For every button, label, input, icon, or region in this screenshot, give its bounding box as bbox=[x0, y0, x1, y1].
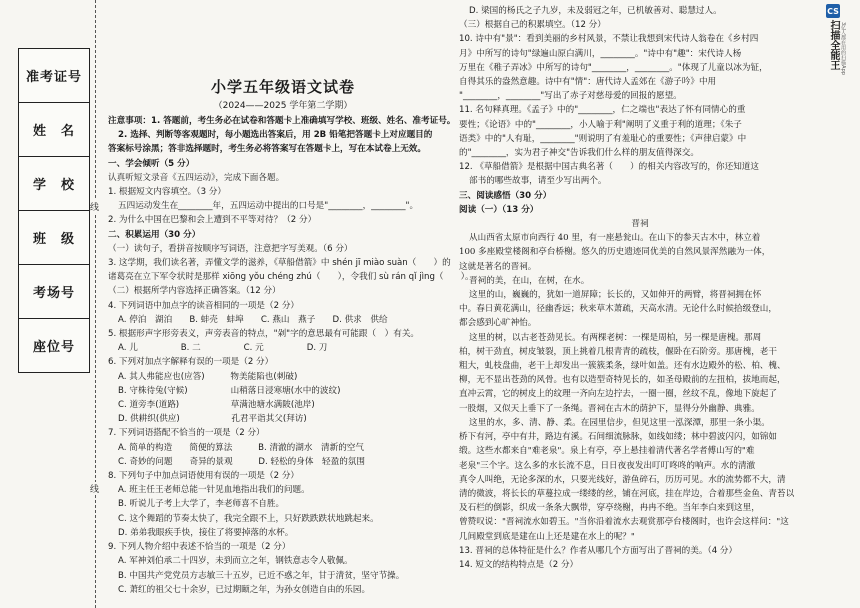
text-line: 这里的山，巍巍的，犹如一道屏障；长长的，又如伸开的两臂，将晋祠拥在怀 bbox=[469, 290, 762, 301]
text-line: 一、学会倾听（5 分） bbox=[108, 158, 195, 169]
info-cell-seat: 座位号 bbox=[32, 340, 75, 355]
text-line: 都会感到心旷神怡。 bbox=[459, 318, 537, 329]
right-column bbox=[459, 4, 821, 572]
text-line: 2. 选择、判断等客观题时，每小题选出答案后，用 2B 铅笔把答题卡上对应题目的 bbox=[118, 130, 433, 141]
text-line: D. 供耕织(供应) 孔君平诣其父(拜访) bbox=[118, 414, 307, 425]
text-line: 月》中所写的诗句"绿遍山原白满川，________。"诗中有"趣"：宋代诗人杨 bbox=[459, 48, 742, 59]
text-line: 二、积累运用（30 分） bbox=[108, 229, 201, 240]
info-cell-name: 姓 名 bbox=[19, 103, 89, 157]
text-line: C. 奇妙的问题 奇异的景观 D. 轻松的身体 轻盈的氛围 bbox=[118, 456, 365, 467]
text-line: 9. 下列人物介绍中表述不恰当的一项是（2 分） bbox=[108, 542, 291, 553]
text-line: 万里在《稚子弄冰》中所写的诗句"________，________。"体现了儿童以冰为钲， bbox=[459, 62, 768, 73]
text-line: 部书的哪些故事，请至少写出两个。 bbox=[469, 176, 607, 187]
text-line: 6. 下列对加点字解释有误的一项是（2 分） bbox=[108, 357, 274, 368]
text-line: 真令人叫绝，无论多深的水，只要光线好，游鱼碎石，历历可见。水的流势都不大，清 bbox=[459, 474, 786, 485]
text-line: 这里的树，以古老苍劲见长。有两棵老树：一棵是周柏，另一棵是唐槐。那周 bbox=[469, 332, 762, 343]
text-line: 注意事项：1. 答题前，考生务必在试卷和答题卡上准确填写学校、班级、姓名、准考证号。 bbox=[108, 116, 456, 126]
text-line: 这就是著名的晋祠。 bbox=[459, 261, 537, 272]
exam-subtitle: （2024——2025 学年第二学期） bbox=[213, 101, 353, 111]
text-line: 晋祠 bbox=[631, 219, 649, 230]
binding-line bbox=[95, 0, 96, 608]
text-line: 柏，树干劲直，树皮皱裂，顶上挑着几根青青的疏枝，偃卧在石阶旁。那唐槐，老干 bbox=[459, 346, 777, 357]
exam-title: 小学五年级语文试卷 bbox=[210, 78, 355, 96]
text-line: A. 停泊 湖泊 B. 蚌壳 蚌埠 C. 燕山 燕子 D. 供求 供给 bbox=[118, 314, 388, 325]
text-line: B. 中国共产党党员方志敏三十五岁，已近不惑之年，甘于清贫，坚守节操。 bbox=[118, 570, 405, 581]
text-line: 7. 下列词语搭配不恰当的一项是（2 分） bbox=[108, 428, 265, 439]
text-line: 及石栏的倒影，织成一条条大飘带，穿亭绕榭，冉冉不绝。当年李白来到这里， bbox=[459, 503, 760, 514]
text-line: D. 弟弟我眼疾手快，接住了将要掉落的水杯。 bbox=[118, 527, 294, 538]
camscanner-icon: CS bbox=[826, 4, 840, 18]
text-line: 从山西省太原市向西行 40 里，有一座悬瓮山。在山下的参天古木中，林立着 bbox=[469, 233, 761, 244]
text-line: 14. 短文的结构特点是（2 分） bbox=[459, 559, 579, 570]
text-line: 12. 《草船借箭》是根据中国古典名著（ ）的相关内容改写的，你还知道这 bbox=[459, 162, 759, 173]
text-line: 10. 诗中有"景"：看到美丽的乡村风景，不禁让我想到宋代诗人翁卷在《乡村四 bbox=[459, 34, 759, 45]
text-line: 语类》中的"人有耻，________"则说明了有羞耻心的重要性；《声律启蒙》中 bbox=[459, 133, 747, 144]
text-line: A. 班主任王老师总能一针见血地指出我们的问题。 bbox=[118, 485, 310, 496]
scanner-logo bbox=[826, 4, 844, 114]
text-line: A. 简单的构造 简便的算法 B. 清澈的湖水 清新的空气 bbox=[118, 442, 364, 453]
text-line: 11. 名句释真理。《孟子》中的"________，仁之端也"表达了怀有同情心的重 bbox=[459, 105, 746, 116]
text-line: 要性；《论语》中的"________，小人喻于利"阐明了义重于利的道理；《朱子 bbox=[459, 119, 742, 130]
text-line: 3. 这学期，我们读名著，弄懂文学的滋养，《草船借箭》中 shén jī miào suàn（ ）的 bbox=[108, 258, 451, 269]
text-line: 清的微波，将长长的草蔓拉成一缕缕的丝，铺在河底，挂在岸边，合着那些金鱼、青苔以 bbox=[459, 488, 795, 499]
info-cell-school: 学 校 bbox=[19, 157, 89, 211]
text-line: 自得其乐的盎然意趣。诗中有"情"：唐代诗人孟郊在《游子吟》中用 bbox=[459, 77, 717, 88]
text-line: （一）读句子，看拼音按顺序写词语，注意把字写美观。（6 分） bbox=[108, 243, 353, 254]
text-line: 1. 根据短文内容填空。（3 分） bbox=[108, 187, 226, 198]
text-line: 缎。这些水都来自"难老泉"。泉上有亭，亭上悬挂着清代著名学者傅山写的"难 bbox=[459, 446, 755, 457]
info-cell-room: 考场号 bbox=[19, 265, 89, 319]
text-line: （二）根据所学内容选择正确答案。（12 分） bbox=[108, 286, 281, 297]
text-line: 三、阅读感悟（30 分） bbox=[459, 190, 552, 201]
text-line: 曾赞叹说："晋祠流水如碧玉。"当你沿着流水去观赏那亭台楼阁时，也许会这样问："这 bbox=[459, 517, 789, 528]
text-line: 粗大，虬枝盘曲，老干上却发出一簇簇柔条，绿叶如盖。还有水边殿外的松、柏、槐、 bbox=[459, 361, 786, 372]
text-line: C. 道旁李(道路) 草满池塘水满陂(池岸) bbox=[118, 400, 315, 411]
text-line: 晋祠的美，在山，在树，在水。 bbox=[469, 275, 590, 286]
text-line: 4. 下列词语中加点字的读音相同的一项是（2 分） bbox=[108, 300, 300, 311]
text-line: 阅读（一）（13 分） bbox=[459, 204, 539, 215]
info-cell-exam-number: 准考证号 bbox=[19, 49, 89, 103]
text-line: 答案标号涂黑；答非选择题时，考生务必将答案写在答题卡上，写在本试卷上无效。 bbox=[108, 144, 426, 155]
text-line: A. 军神刘伯承二十四岁，未到而立之年，钢铁意志令人敬佩。 bbox=[118, 556, 353, 567]
text-line: 100 多座殿堂楼阁和亭台桥榭。悠久的历史遗迹同优美的自然风景浑然融为一体， bbox=[459, 247, 771, 258]
text-line: 一股烟，又似天上垂下了一条绳。晋祠在古木的荫护下，显得分外幽静、典雅。 bbox=[459, 403, 760, 414]
text-line: 诸葛亮在立下军令状时是那样 xiōng yǒu chéng zhú（ ），令我们 sù rán qǐ jìng（ ）。 bbox=[108, 272, 474, 283]
text-line: A. 儿 B. 二 C. 元 D. 刀 bbox=[118, 343, 328, 354]
text-line: C. 萧红的祖父七十余岁，已过期颐之年，为孙女创造自由的乐园。 bbox=[118, 584, 371, 595]
logo-text: 扫描全能王 bbox=[828, 20, 839, 70]
binding-label: 线 bbox=[90, 200, 99, 213]
info-cell-class: 班 级 bbox=[19, 211, 89, 265]
text-line: "________，________"写出了赤子对慈母爱的回报的愿望。 bbox=[459, 91, 682, 102]
text-line: 2. 为什么中国在巴黎和会上遭到不平等对待？（2 分） bbox=[108, 215, 317, 226]
text-line: 几间殿堂到底是建在山上还是建在水上的呢？" bbox=[459, 531, 635, 542]
text-line: A. 其人弗能应也(应答) 物美能陷也(刺破) bbox=[118, 371, 298, 382]
text-line: 直冲云霄，它的树皮上的纹理一齐向左边拧去，一圈一圈，丝纹不乱，像地下旋起了 bbox=[459, 389, 777, 400]
left-column bbox=[108, 114, 474, 597]
logo-tagline: 3亿人都在用的扫描App bbox=[840, 22, 846, 75]
binding-label: 线 bbox=[90, 482, 99, 495]
student-info-table bbox=[18, 48, 90, 373]
text-line: 认真听短文录音《五四运动》，完成下面各题。 bbox=[108, 172, 285, 183]
text-line: C. 这个舞蹈的节奏太快了，我完全跟不上，只好跌跌跌状地跳起来。 bbox=[118, 513, 379, 524]
text-line: 5. 根据形声字形旁表义，声旁表音的特点，"剁"字的意思最有可能跟（ ）有关。 bbox=[108, 329, 420, 340]
text-line: （三）根据自己的积累填空。（12 分） bbox=[459, 20, 606, 31]
text-line: 13. 晋祠的总体特征是什么？作者从哪几个方面写出了晋祠的美。（4 分） bbox=[459, 545, 738, 556]
text-line: B. 守株待兔(守候) 山稍落日浸寒塘(水中的波纹) bbox=[118, 385, 341, 396]
text-line: 桥下有河，亭中有井，路边有溪。石间细流脉脉，如线如缕；林中碧波闪闪，如锦如 bbox=[459, 432, 777, 443]
text-line: 五四运动发生在________年，五四运动中提出的口号是"________，________"。 bbox=[118, 201, 419, 212]
text-line: 这里的水，多、清、静、柔。在园里信步，但见这里一泓深潭，那里一条小渠。 bbox=[469, 417, 770, 428]
text-line: D. 梁国的杨氏之子九岁，未及弱冠之年，已机敏善对、聪慧过人。 bbox=[469, 6, 722, 16]
text-line: 中。春日黄花满山，径幽香远；秋来草木萧疏，天高水清。无论什么时候拾级登山， bbox=[459, 304, 777, 315]
text-line: 老泉"三个字。这么多的水长流不息，日日夜夜发出叮叮咚咚的响声。水的清澈 bbox=[459, 460, 756, 471]
text-line: B. 听说儿子考上大学了，李老师喜不自胜。 bbox=[118, 499, 285, 510]
text-line: 的"________，实为君子神交"告诉我们什么样的朋友值得深交。 bbox=[459, 148, 699, 159]
text-line: 8. 下列句子中加点词语使用有误的一项是（2 分） bbox=[108, 471, 300, 482]
text-line: 柳，无不显出苍劲的风骨。也有以造型奇特见长的，如圣母殿前的左扭柏，拔地而起， bbox=[459, 375, 786, 386]
